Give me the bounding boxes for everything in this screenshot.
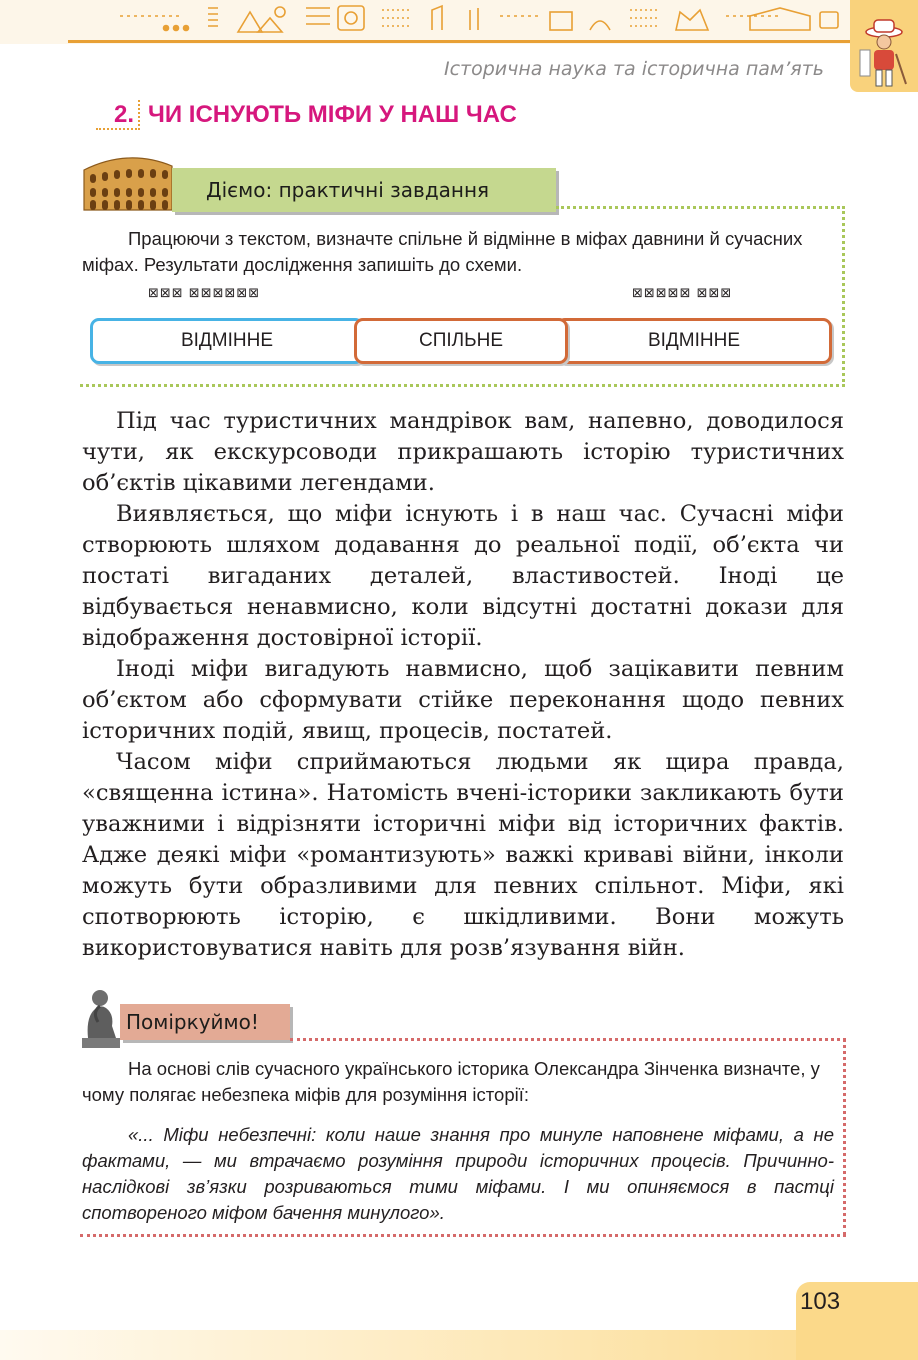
body-paragraph: Під час туристичних мандрівок вам, напевно, доводилося чути, як екскурсоводи прикрашають історію туристичних об’єктів цікавими легендами. <box>82 408 844 496</box>
think-label: Поміркуймо! <box>126 1010 259 1034</box>
section-number: 2. <box>96 100 140 130</box>
body-paragraph: Часом міфи сприймаються людьми як щира правда, «священна істина». Натомість вчені-історики закликають бути уважними і відрізняти історичні міфи від історичних фактів. Адже деякі міфи «романтизують» важкі криваві війни, інколи можуть бути образливими для певних спільнот. Міфи, які спотворюють історію, є шкідливими. Вони можуть використовуватися навіть для розв’язування війн. <box>82 749 844 961</box>
think-frame-right <box>843 1038 846 1236</box>
think-intro-text: На основі слів сучасного українського історика Олександра Зінченка визначте, у чому полягає небезпека міфів для розуміння історії: <box>82 1058 820 1105</box>
colosseum-icon <box>80 152 176 212</box>
diagram-box-different-left: ВІДМІННЕ <box>90 318 364 364</box>
body-paragraph: Іноді міфи вигадують навмисно, щоб зацікавити певним об’єктом або сформувати стійке переконання щодо певних історичних подій, явищ, процесів, постатей. <box>82 656 844 744</box>
practical-task-frame-top <box>556 206 845 209</box>
footer-band <box>0 1330 918 1360</box>
section-heading <box>96 98 517 132</box>
right-diagram-caption: ⊠⊠⊠⊠⊠ ⊠⊠⊠ <box>632 286 733 301</box>
think-frame-top <box>290 1038 846 1041</box>
running-title: Історична наука та історична пам’ять <box>444 58 824 80</box>
thinker-statue-icon <box>78 978 124 1050</box>
body-text <box>82 406 844 964</box>
page-number: 103 <box>800 1288 841 1315</box>
history-icons-strip <box>120 2 840 38</box>
body-paragraph: Виявляється, що міфи існують і в наш час. Сучасні міфи створюють шляхом додавання до реальної події, об’єкта чи постаті вигаданих деталей, властивостей. Іноді це відбувається ненавмисно, коли відсутні достатні докази для відображення достовірної історії. <box>82 501 844 651</box>
left-diagram-caption: ⊠⊠⊠ ⊠⊠⊠⊠⊠⊠ <box>148 286 261 301</box>
think-label-box <box>120 1004 290 1040</box>
think-frame-bottom <box>80 1234 846 1237</box>
diagram-box-common: СПІЛЬНЕ <box>354 318 568 364</box>
section-title: ЧИ ІСНУЮТЬ МІФИ У НАШ ЧАС <box>148 101 517 128</box>
diagram-box-different-right: ВІДМІННЕ <box>556 318 832 364</box>
practical-task-label: Діємо: практичні завдання <box>206 178 490 202</box>
header-rule <box>68 40 858 43</box>
explorer-icon <box>854 14 914 88</box>
practical-task-text: Працюючи з текстом, визначте спільне й відмінне в міфах давнини й сучасних міфах. Результати дослідження запишіть до схеми. <box>82 228 803 275</box>
corner-tab <box>850 0 918 92</box>
think-quote: «... Міфи небезпечні: коли наше знання про минуле наповнене міфами, а не фактами, — ми втрачаємо розуміння природи історичних процесів. Причинно-наслідкові зв’язки розриваються тими міфами. І ми опиняємося в пастці спотвореного міфом бачення минулого». <box>82 1124 834 1223</box>
